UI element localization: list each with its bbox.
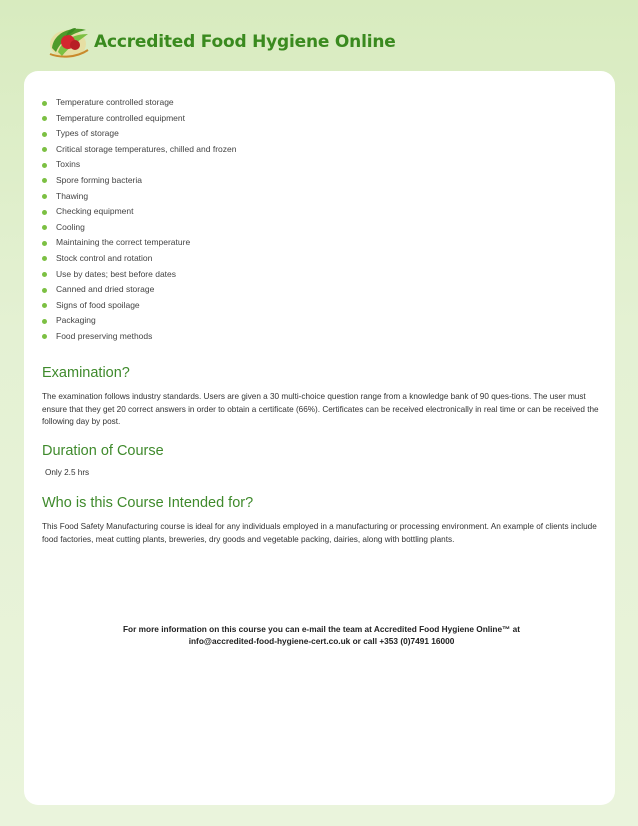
topic-item <box>42 329 236 345</box>
bullet-dot-icon <box>42 319 47 324</box>
food-logo-icon <box>46 18 92 62</box>
topic-item <box>42 282 236 298</box>
audience-text: This Food Safety Manufacturing course is ideal for any individuals employed in a manufacturing or processing environment. An example of clients include food factories, meat cutting plants, breweries, dry goods and vegetable packing, dairies, along with bottling plants. <box>42 522 597 544</box>
topic-label: Stock control and rotation <box>56 252 153 263</box>
topic-item <box>42 313 236 329</box>
topic-item <box>42 173 236 189</box>
topic-label: Maintaining the correct temperature <box>56 237 191 248</box>
contact-line-1: For more information on this course you can e-mail the team at Accredited Food Hygiene Online™ at <box>122 624 521 634</box>
topic-item <box>42 157 236 173</box>
topic-label: Types of storage <box>56 128 119 139</box>
brand-title: Accredited Food Hygiene Online <box>94 32 396 52</box>
bullet-dot-icon <box>42 101 47 106</box>
topic-item <box>42 267 236 283</box>
topic-item <box>42 251 236 267</box>
topic-label: Use by dates; best before dates <box>56 268 177 279</box>
topic-item <box>42 95 236 111</box>
topic-label: Spore forming bacteria <box>56 174 142 185</box>
audience-heading: Who is this Course Intended for? <box>42 495 254 511</box>
bullet-dot-icon <box>42 334 47 339</box>
topic-label: Food preserving methods <box>56 330 153 341</box>
contact-line-2: info@accredited-food-hygiene-cert.co.uk or call +353 (0)7491 16000 <box>188 636 455 646</box>
topic-label: Packaging <box>56 315 96 326</box>
topic-label: Signs of food spoilage <box>56 299 140 310</box>
topic-list <box>42 95 236 345</box>
topic-label: Checking equipment <box>56 206 134 217</box>
bullet-dot-icon <box>42 194 47 199</box>
bullet-dot-icon <box>42 178 47 183</box>
bullet-dot-icon <box>42 147 47 152</box>
topic-item <box>42 189 236 205</box>
examination-heading: Examination? <box>42 365 130 381</box>
topic-label: Thawing <box>56 190 89 201</box>
duration-heading: Duration of Course <box>42 443 164 459</box>
duration-text: Only 2.5 hrs <box>45 468 90 477</box>
bullet-dot-icon <box>42 116 47 121</box>
topic-label: Cooling <box>56 221 85 232</box>
bullet-dot-icon <box>42 272 47 277</box>
topic-label: Critical storage temperatures, chilled and frozen <box>56 143 237 154</box>
topic-item <box>42 204 236 220</box>
bullet-dot-icon <box>42 241 47 246</box>
contact-footer <box>64 623 579 647</box>
topic-item <box>42 220 236 236</box>
bullet-dot-icon <box>42 225 47 230</box>
topic-label: Canned and dried storage <box>56 284 155 295</box>
bullet-dot-icon <box>42 163 47 168</box>
bullet-dot-icon <box>42 132 47 137</box>
bullet-dot-icon <box>42 256 47 261</box>
topic-item <box>42 111 236 127</box>
bullet-dot-icon <box>42 288 47 293</box>
bullet-dot-icon <box>42 210 47 215</box>
examination-text: The examination follows industry standards. Users are given a 30 multi-choice question range from a knowledge bank of 90 ques-tions. The user must ensure that they get 20 correct answers in order to obtain a certificate (66%). Certificates can be received electronically in real time or can be received the following day by post. <box>42 392 599 427</box>
topic-label: Temperature controlled equipment <box>56 112 185 123</box>
topic-item <box>42 126 236 142</box>
header <box>0 0 638 70</box>
topic-item <box>42 298 236 314</box>
bullet-dot-icon <box>42 303 47 308</box>
topic-label: Temperature controlled storage <box>56 97 174 107</box>
content-panel <box>24 71 615 805</box>
topic-item <box>42 235 236 251</box>
topic-item <box>42 142 236 158</box>
topic-label: Toxins <box>56 159 81 170</box>
